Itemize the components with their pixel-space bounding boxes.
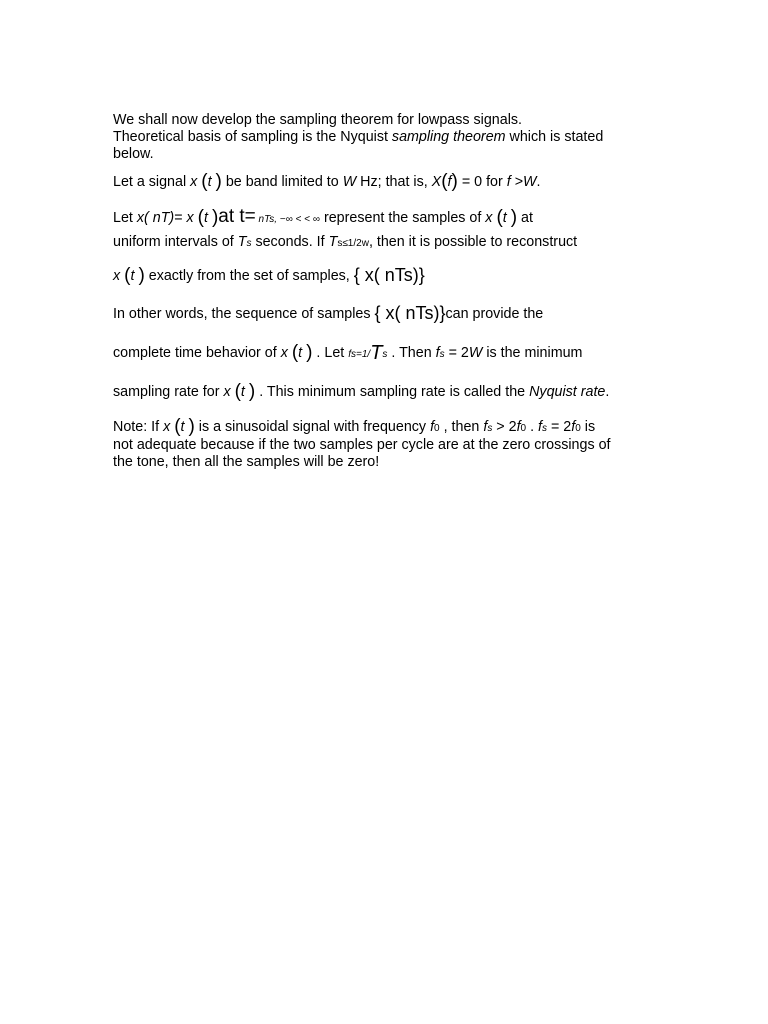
symbol-T: T xyxy=(328,234,338,250)
text: , then it is possible to reconstruct xyxy=(368,234,578,250)
text: . This minimum sampling rate is called the xyxy=(255,384,530,400)
paren: ( xyxy=(174,416,181,437)
subscript-0: 0 xyxy=(434,423,440,434)
symbol-f: f xyxy=(571,419,576,435)
paren: ( xyxy=(441,171,448,192)
paren: ( xyxy=(201,171,208,192)
text: Let xyxy=(113,210,137,226)
symbol-f: f xyxy=(516,419,521,435)
paren: ( xyxy=(197,207,204,228)
intro-line-3: below. xyxy=(113,146,154,162)
text-at-t: at t= xyxy=(218,206,256,227)
subscript-s: s xyxy=(439,349,445,360)
note-paragraph xyxy=(113,418,611,471)
paren: ) xyxy=(248,381,256,402)
symbol-x: x xyxy=(223,384,231,400)
symbol-t: t xyxy=(207,174,212,190)
symbol-X: X xyxy=(431,174,442,190)
note-line-1 xyxy=(113,418,611,437)
intro-text: Theoretical basis of sampling is the Nyquist xyxy=(113,129,392,145)
text: at xyxy=(517,210,533,226)
text: = 2 xyxy=(547,419,572,435)
paren: ) xyxy=(451,171,458,192)
note-line-2: not adequate because if the two samples per cycle are at the zero crossings of xyxy=(113,437,611,453)
text: In other words, the sequence of samples xyxy=(113,306,375,322)
symbol-f: f xyxy=(483,419,488,435)
symbol-t: t xyxy=(240,384,245,400)
paren: ( xyxy=(124,265,131,286)
text: . Then xyxy=(387,345,436,361)
symbol-x: x xyxy=(186,210,194,226)
symbol-W: W xyxy=(523,174,537,190)
text: uniform intervals of xyxy=(113,234,238,250)
intro-line-2 xyxy=(113,129,603,146)
text: is xyxy=(580,419,596,435)
text: , then xyxy=(439,419,484,435)
nyquist-rate-term: Nyquist rate xyxy=(529,384,606,400)
symbol-nTs: nTs, xyxy=(255,214,280,225)
sample-set: { x( nTs)} xyxy=(353,265,425,285)
subscript-s: s xyxy=(542,423,548,434)
symbol-x: x xyxy=(113,268,121,284)
paren: ) xyxy=(138,265,145,286)
text: sampling rate for xyxy=(113,384,224,400)
text: can provide the xyxy=(445,306,544,322)
subscript-0: 0 xyxy=(520,423,527,434)
symbol-fs: fs=1/ xyxy=(348,349,371,360)
text: be band limited to xyxy=(221,174,343,190)
symbol-f: f xyxy=(435,345,440,361)
text: Hz; that is, xyxy=(356,174,432,190)
text: is a sinusoidal signal with frequency xyxy=(194,419,431,435)
otherwords-line-3 xyxy=(113,383,609,401)
paren: ( xyxy=(496,207,503,228)
symbol-T: T xyxy=(370,342,383,364)
text: exactly from the set of samples, xyxy=(144,268,354,284)
text: Note: If xyxy=(113,419,164,435)
text: represent the samples of xyxy=(320,210,486,226)
intro-paragraph xyxy=(113,112,603,163)
text: . xyxy=(605,384,610,400)
symbol-T: T xyxy=(237,234,247,250)
sample-set: { x( nTs)} xyxy=(374,303,446,323)
text: Let a signal xyxy=(113,174,191,190)
reconstruct-paragraph xyxy=(113,267,425,285)
paren: ( xyxy=(291,342,299,363)
symbol-x: x xyxy=(485,210,493,226)
symbol-f: f xyxy=(506,174,511,190)
symbol-t: t xyxy=(180,419,185,435)
symbol-x: x xyxy=(280,345,288,361)
text: . xyxy=(536,174,541,190)
subscript-0: 0 xyxy=(575,423,581,434)
paren: ) xyxy=(306,342,313,363)
text: = 2 xyxy=(444,345,469,361)
symbol-f: f xyxy=(538,419,543,435)
symbol-x-nT: x( nT) xyxy=(136,210,175,226)
samples-paragraph xyxy=(113,208,577,252)
subscript-s: s xyxy=(487,423,493,434)
note-line-3: the tone, then all the samples will be zero! xyxy=(113,454,380,470)
text: > 2 xyxy=(492,419,517,435)
intro-text: which is stated xyxy=(505,129,604,145)
text: = xyxy=(174,210,187,226)
symbol-W: W xyxy=(468,345,483,361)
symbol-W: W xyxy=(342,174,357,190)
otherwords-line-1 xyxy=(113,305,609,323)
symbol-t: t xyxy=(130,268,135,284)
text: . xyxy=(526,419,539,435)
subscript-s: s xyxy=(246,238,252,249)
samples-line-2 xyxy=(113,234,577,252)
samples-line-1 xyxy=(113,208,577,228)
subscript-s: s xyxy=(382,349,388,360)
text: seconds. If xyxy=(251,234,329,250)
paren: ) xyxy=(188,416,195,437)
symbol-t: t xyxy=(502,210,507,226)
paren: ) xyxy=(211,207,219,228)
symbol-f: f xyxy=(447,174,452,190)
symbol-t: t xyxy=(203,210,208,226)
range-text: −∞ < < ∞ xyxy=(279,214,320,225)
sampling-theorem-term: sampling theorem xyxy=(391,129,506,145)
otherwords-line-2 xyxy=(113,344,609,363)
symbol-x: x xyxy=(190,174,198,190)
intro-line-1: We shall now develop the sampling theorem for lowpass signals. xyxy=(113,112,522,128)
condition-text: s≤1/2w xyxy=(337,238,369,249)
paren: ) xyxy=(215,171,222,192)
paren: ) xyxy=(510,207,518,228)
bandlimit-paragraph xyxy=(113,173,541,191)
otherwords-paragraph xyxy=(113,305,609,401)
text: . Let xyxy=(312,345,349,361)
text: is the minimum xyxy=(482,345,583,361)
text: = 0 for xyxy=(457,174,507,190)
symbol-t: t xyxy=(298,345,303,361)
symbol-x: x xyxy=(163,419,171,435)
text: complete time behavior of xyxy=(113,345,281,361)
text: > xyxy=(510,174,524,190)
symbol-f: f xyxy=(430,419,435,435)
paren: ( xyxy=(234,381,241,402)
